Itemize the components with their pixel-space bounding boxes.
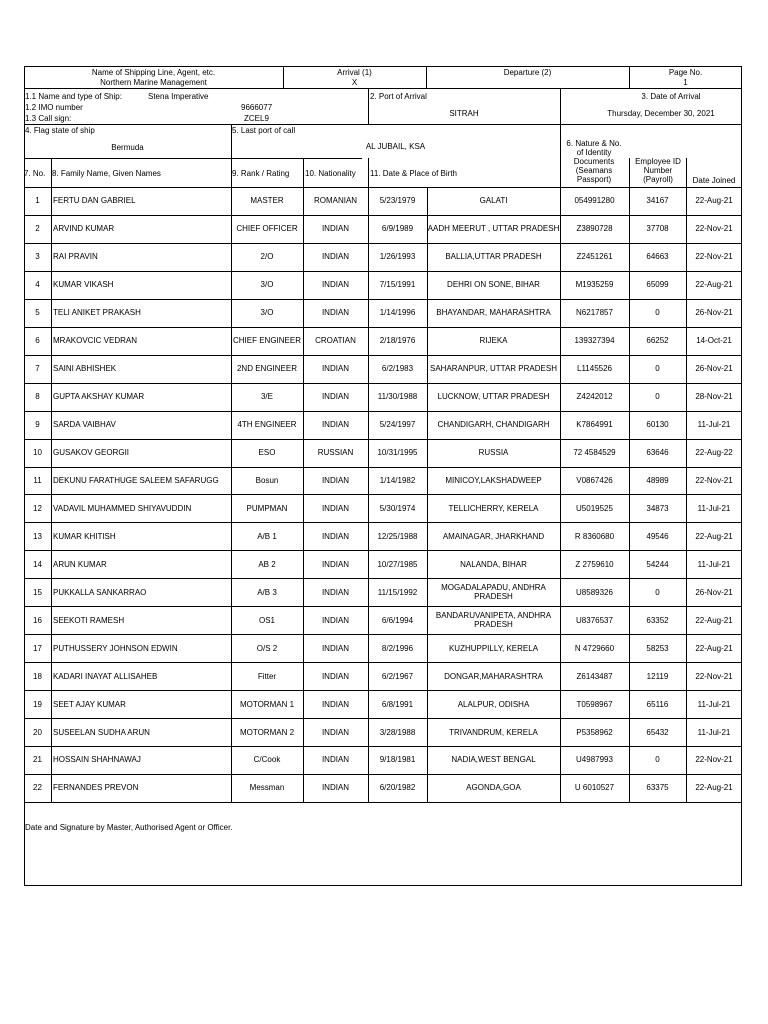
crew-employee-id: 66252 — [646, 336, 669, 346]
crew-no: 16 — [33, 615, 42, 625]
crew-place-of-birth: BANDARUVANIPETA, ANDHRA PRADESH — [435, 611, 552, 630]
crew-employee-id: 63352 — [646, 615, 669, 625]
col-header-birth: 11. Date & Place of Birth — [370, 169, 458, 178]
crew-document-no: M1935259 — [575, 280, 614, 290]
crew-place-of-birth: TRIVANDRUM, KERELA — [449, 727, 538, 737]
crew-name: FERTU DAN GABRIEL — [53, 196, 136, 206]
date-of-arrival-value: Thursday, December 30, 2021 — [607, 109, 715, 118]
crew-nationality: INDIAN — [321, 420, 350, 430]
header-divider — [24, 88, 742, 89]
crew-rank: OS1 — [258, 615, 275, 625]
crew-employee-id: 0 — [655, 364, 660, 374]
crew-name: KADARI INAYAT ALLISAHEB — [53, 671, 158, 681]
crew-document-no: N 4729660 — [574, 643, 615, 653]
crew-employee-id: 63375 — [646, 783, 669, 793]
crew-date-joined: 22-Aug-21 — [695, 196, 733, 206]
crew-date-joined: 22-Aug-22 — [695, 448, 733, 458]
crew-date-of-birth: 11/30/1988 — [377, 392, 418, 402]
crew-document-no: Z4242012 — [576, 392, 613, 402]
crew-date-of-birth: 5/30/1974 — [379, 503, 416, 513]
crew-name: ARVIND KUMAR — [53, 224, 115, 234]
crew-place-of-birth: DONGAR,MAHARASHTRA — [444, 671, 543, 681]
crew-document-no: U5019525 — [576, 503, 613, 513]
crew-rank: 3/O — [260, 308, 274, 318]
crew-nationality: INDIAN — [321, 755, 350, 765]
crew-employee-id: 0 — [655, 308, 660, 318]
crew-name: FERNANDES PREVON — [53, 783, 139, 793]
crew-name: GUPTA AKSHAY KUMAR — [53, 392, 145, 402]
column-divider — [686, 158, 687, 188]
crew-document-no: 054991280 — [574, 196, 615, 206]
crew-nationality: RUSSIAN — [317, 448, 354, 458]
crew-date-of-birth: 2/18/1976 — [379, 336, 416, 346]
column-divider — [368, 187, 369, 802]
col-header-name: 8. Family Name, Given Names — [52, 169, 161, 178]
crew-date-joined: 22-Nov-21 — [695, 224, 733, 234]
crew-document-no: U 6010527 — [574, 783, 615, 793]
crew-document-no: Z3890728 — [576, 224, 613, 234]
crew-no: 6 — [35, 336, 40, 346]
crew-rank: C/Cook — [253, 755, 281, 765]
crew-date-joined: 22-Aug-21 — [695, 643, 733, 653]
crew-place-of-birth: ALALPUR, ODISHA — [457, 699, 530, 709]
crew-date-of-birth: 1/14/1996 — [379, 308, 416, 318]
crew-document-no: U4987993 — [576, 755, 613, 765]
crew-rank: A/B 3 — [257, 587, 277, 597]
crew-rank: Bosun — [255, 475, 279, 485]
crew-document-no: L1145526 — [577, 364, 612, 374]
last-port-label: 5. Last port of call — [232, 126, 296, 135]
crew-date-of-birth: 6/9/1989 — [381, 224, 414, 234]
column-divider — [231, 187, 232, 802]
crew-no: 22 — [33, 783, 42, 793]
column-divider — [560, 187, 561, 802]
signature-label: Date and Signature by Master, Authorised Agent or Officer. — [25, 823, 233, 832]
crew-document-no: K7864991 — [576, 420, 613, 430]
crew-document-no: 139327394 — [574, 336, 615, 346]
crew-nationality: INDIAN — [321, 531, 350, 541]
crew-date-joined: 14-Oct-21 — [696, 336, 732, 346]
column-divider — [51, 187, 52, 802]
crew-document-no: U8589326 — [576, 587, 613, 597]
crew-no: 1 — [35, 196, 40, 206]
crew-date-of-birth: 6/8/1991 — [381, 699, 414, 709]
identity-documents-header: 6. Nature & No. of Identity Documents (Seamans Passport) — [566, 139, 622, 184]
crew-rank: 2ND ENGINEER — [236, 364, 297, 374]
crew-rank: 3/O — [260, 280, 274, 290]
row-divider — [24, 802, 742, 803]
page-no-value: 1 — [683, 78, 688, 87]
arrival-label: Arrival (1) — [337, 68, 372, 77]
col-header-employee-id: Employee ID Number (Payroll) — [635, 157, 681, 184]
crew-rank: 2/O — [260, 252, 274, 262]
flag-state-label: 4. Flag state of ship — [25, 126, 95, 135]
crew-date-of-birth: 10/31/1995 — [377, 448, 418, 458]
crew-name: SEEKOTI RAMESH — [53, 615, 125, 625]
crew-document-no: P5358962 — [576, 727, 613, 737]
crew-no: 21 — [33, 755, 42, 765]
crew-no: 14 — [33, 559, 42, 569]
crew-employee-id: 0 — [655, 392, 660, 402]
header-divider — [560, 124, 561, 188]
crew-no: 17 — [33, 643, 42, 653]
crew-rank: A/B 1 — [257, 531, 277, 541]
crew-date-joined: 22-Aug-21 — [695, 783, 733, 793]
crew-nationality: INDIAN — [321, 280, 350, 290]
crew-place-of-birth: NALANDA, BIHAR — [460, 559, 527, 569]
crew-rank: CHIEF ENGINEER — [232, 336, 301, 346]
imo-value: 9666077 — [241, 103, 273, 112]
crew-place-of-birth: AMAINAGAR, JHARKHAND — [442, 531, 545, 541]
crew-date-of-birth: 1/14/1982 — [379, 475, 416, 485]
crew-nationality: INDIAN — [321, 503, 350, 513]
crew-place-of-birth: BALLIA,UTTAR PRADESH — [445, 252, 542, 262]
crew-name: SEET AJAY KUMAR — [53, 699, 126, 709]
port-of-arrival-value: SITRAH — [449, 109, 479, 118]
crew-no: 20 — [33, 727, 42, 737]
crew-date-of-birth: 7/15/1991 — [379, 280, 416, 290]
crew-employee-id: 54244 — [646, 559, 669, 569]
crew-no: 7 — [35, 364, 40, 374]
crew-place-of-birth: BHAYANDAR, MAHARASHTRA — [436, 308, 551, 318]
crew-name: RAI PRAVIN — [53, 252, 98, 262]
crew-nationality: INDIAN — [321, 559, 350, 569]
crew-nationality: INDIAN — [321, 364, 350, 374]
crew-place-of-birth: KUZHUPPILLY, KERELA — [448, 643, 539, 653]
shipping-line-value: Northern Marine Management — [100, 78, 207, 87]
flag-state-value: Bermuda — [111, 143, 144, 152]
crew-rank: 4TH ENGINEER — [237, 420, 297, 430]
col-header-no: 7. No. — [24, 169, 46, 178]
crew-date-joined: 26-Nov-21 — [695, 364, 733, 374]
crew-nationality: INDIAN — [321, 699, 350, 709]
header-divider — [368, 88, 369, 124]
crew-date-of-birth: 8/2/1996 — [381, 643, 414, 653]
crew-date-of-birth: 1/26/1993 — [379, 252, 416, 262]
crew-rank: O/S 2 — [256, 643, 278, 653]
crew-date-of-birth: 6/6/1994 — [381, 615, 414, 625]
crew-place-of-birth: NADIA,WEST BENGAL — [451, 755, 536, 765]
crew-employee-id: 34167 — [646, 196, 669, 206]
column-divider — [427, 187, 428, 802]
crew-employee-id: 60130 — [646, 420, 669, 430]
crew-rank: AB 2 — [258, 559, 276, 569]
column-divider — [368, 158, 369, 188]
crew-employee-id: 49546 — [646, 531, 669, 541]
crew-no: 13 — [33, 531, 42, 541]
crew-no: 18 — [33, 671, 42, 681]
crew-no: 10 — [33, 448, 42, 458]
crew-name: ARUN KUMAR — [53, 559, 107, 569]
crew-rank: MOTORMAN 2 — [239, 727, 295, 737]
ship-name-value: Stena Imperative — [148, 92, 209, 101]
crew-no: 15 — [33, 587, 42, 597]
call-sign-value: ZCEL9 — [244, 114, 269, 123]
crew-rank: MOTORMAN 1 — [239, 699, 295, 709]
crew-employee-id: 0 — [655, 755, 660, 765]
column-divider — [629, 158, 630, 188]
crew-name: KUMAR VIKASH — [53, 280, 114, 290]
crew-place-of-birth: AGONDA,GOA — [466, 783, 521, 793]
crew-place-of-birth: TELLICHERRY, KERELA — [448, 503, 539, 513]
port-of-arrival-label: 2. Port of Arrival — [370, 92, 427, 101]
crew-name: SARDA VAIBHAV — [53, 420, 116, 430]
crew-date-joined: 11-Jul-21 — [697, 420, 731, 430]
crew-place-of-birth: GALATI — [479, 196, 508, 206]
crew-nationality: INDIAN — [321, 783, 350, 793]
crew-employee-id: 65116 — [646, 699, 669, 709]
crew-rank: CHIEF OFFICER — [236, 224, 298, 234]
col-header-nationality: 10. Nationality — [305, 169, 356, 178]
crew-no: 11 — [33, 475, 42, 485]
crew-no: 12 — [33, 503, 42, 513]
crew-name: DEKUNU FARATHUGE SALEEM SAFARUGG — [53, 475, 219, 485]
crew-document-no: T0598967 — [576, 699, 613, 709]
crew-employee-id: 0 — [655, 587, 660, 597]
crew-rank: PUMPMAN — [246, 503, 288, 513]
crew-date-joined: 22-Aug-21 — [695, 615, 733, 625]
crew-nationality: INDIAN — [321, 671, 350, 681]
crew-no: 2 — [35, 224, 40, 234]
crew-document-no: N6217857 — [576, 308, 613, 318]
imo-label: 1.2 IMO number — [25, 103, 83, 112]
crew-no: 8 — [35, 392, 40, 402]
crew-rank: Messman — [249, 783, 285, 793]
crew-name: SUSEELAN SUDHA ARUN — [53, 727, 150, 737]
crew-employee-id: 48989 — [646, 475, 669, 485]
crew-date-joined: 11-Jul-21 — [697, 699, 731, 709]
departure-label: Departure (2) — [503, 68, 552, 77]
crew-employee-id: 63646 — [646, 448, 669, 458]
column-divider — [686, 187, 687, 802]
crew-place-of-birth: CHANDIGARH, CHANDIGARH — [437, 420, 550, 430]
crew-name: PUTHUSSERY JOHNSON EDWIN — [53, 643, 178, 653]
crew-nationality: INDIAN — [321, 587, 350, 597]
crew-nationality: INDIAN — [321, 615, 350, 625]
column-divider — [303, 158, 304, 188]
crew-date-of-birth: 9/18/1981 — [379, 755, 416, 765]
crew-date-joined: 28-Nov-21 — [695, 392, 733, 402]
crew-nationality: INDIAN — [321, 392, 350, 402]
crew-date-joined: 22-Nov-21 — [695, 475, 733, 485]
crew-date-joined: 11-Jul-21 — [697, 559, 731, 569]
crew-place-of-birth: DEHRI ON SONE, BIHAR — [447, 280, 540, 290]
crew-employee-id: 65432 — [646, 727, 669, 737]
crew-date-of-birth: 5/23/1979 — [379, 196, 416, 206]
crew-no: 4 — [35, 280, 40, 290]
column-divider — [51, 158, 52, 188]
call-sign-label: 1.3 Call sign: — [25, 114, 72, 123]
crew-document-no: Z 2759610 — [575, 559, 614, 569]
crew-nationality: INDIAN — [321, 308, 350, 318]
page-no-label: Page No. — [668, 68, 703, 77]
crew-date-of-birth: 6/2/1983 — [381, 364, 414, 374]
crew-date-joined: 26-Nov-21 — [695, 587, 733, 597]
crew-place-of-birth: MINICOY,LAKSHADWEEP — [445, 475, 542, 485]
crew-nationality: ROMANIAN — [313, 196, 358, 206]
crew-nationality: INDIAN — [321, 252, 350, 262]
crew-name: GUSAKOV GEORGII — [53, 448, 130, 458]
arrival-mark: X — [351, 78, 358, 87]
crew-date-joined: 22-Nov-21 — [695, 671, 733, 681]
crew-date-of-birth: 3/28/1988 — [379, 727, 416, 737]
crew-date-of-birth: 10/27/1985 — [377, 559, 418, 569]
crew-place-of-birth: RIJEKA — [479, 336, 508, 346]
header-divider — [24, 124, 742, 125]
crew-date-joined: 11-Jul-21 — [697, 727, 731, 737]
crew-place-of-birth: MOGADALAPADU, ANDHRA PRADESH — [441, 583, 546, 602]
crew-no: 3 — [35, 252, 40, 262]
crew-document-no: Z2451261 — [576, 252, 613, 262]
crew-place-of-birth: SAHARANPUR, UTTAR PRADESH — [430, 364, 557, 374]
crew-name: TELI ANIKET PRAKASH — [53, 308, 141, 318]
ship-name-label: 1.1 Name and type of Ship: — [25, 92, 122, 101]
crew-rank: ESO — [258, 448, 276, 458]
crew-date-joined: 22-Aug-21 — [695, 531, 733, 541]
crew-place-of-birth: AADH MEERUT , UTTAR PRADESH — [427, 224, 560, 234]
crew-employee-id: 65099 — [646, 280, 669, 290]
crew-date-of-birth: 6/20/1982 — [379, 783, 416, 793]
crew-employee-id: 37708 — [646, 224, 669, 234]
crew-employee-id: 12119 — [646, 671, 669, 681]
crew-rank: Fitter — [257, 671, 277, 681]
crew-name: KUMAR KHITISH — [53, 531, 116, 541]
crew-nationality: INDIAN — [321, 727, 350, 737]
date-of-arrival-label: 3. Date of Arrival — [641, 92, 701, 101]
crew-document-no: 72 4584529 — [573, 448, 616, 458]
crew-no: 19 — [33, 699, 42, 709]
crew-employee-id: 58253 — [646, 643, 669, 653]
crew-name: SAINI ABHISHEK — [53, 364, 117, 374]
crew-nationality: INDIAN — [321, 224, 350, 234]
crew-place-of-birth: LUCKNOW, UTTAR PRADESH — [437, 392, 550, 402]
crew-nationality: INDIAN — [321, 643, 350, 653]
crew-date-joined: 22-Nov-21 — [695, 252, 733, 262]
crew-date-joined: 11-Jul-21 — [697, 503, 731, 513]
crew-document-no: R 8360680 — [574, 531, 615, 541]
crew-name: VADAVIL MUHAMMED SHIYAVUDDIN — [53, 503, 192, 513]
crew-nationality: CROATIAN — [315, 336, 356, 346]
crew-name: PUKKALLA SANKARRAO — [53, 587, 147, 597]
crew-rank: 3/E — [260, 392, 273, 402]
crew-date-of-birth: 12/25/1988 — [377, 531, 418, 541]
shipping-line-label: Name of Shipping Line, Agent, etc. — [91, 68, 216, 77]
crew-name: MRAKOVCIC VEDRAN — [53, 336, 138, 346]
crew-date-of-birth: 6/2/1967 — [381, 671, 414, 681]
crew-date-of-birth: 5/24/1997 — [379, 420, 416, 430]
crew-document-no: V0867426 — [576, 475, 613, 485]
crew-document-no: U8376537 — [576, 615, 613, 625]
crew-no: 5 — [35, 308, 40, 318]
crew-document-no: Z6143487 — [576, 671, 613, 681]
col-header-rank: 9. Rank / Rating — [232, 169, 290, 178]
column-divider — [303, 187, 304, 802]
col-header-date-joined: Date Joined — [692, 176, 736, 185]
crew-employee-id: 34873 — [646, 503, 669, 513]
last-port-value: AL JUBAIL, KSA — [365, 142, 426, 151]
column-divider — [629, 187, 630, 802]
crew-place-of-birth: RUSSIA — [478, 448, 509, 458]
crew-nationality: INDIAN — [321, 475, 350, 485]
crew-date-joined: 22-Nov-21 — [695, 755, 733, 765]
crew-name: HOSSAIN SHAHNAWAJ — [53, 755, 141, 765]
header-divider — [24, 158, 362, 159]
crew-date-joined: 26-Nov-21 — [695, 308, 733, 318]
crew-date-joined: 22-Aug-21 — [695, 280, 733, 290]
crew-no: 9 — [35, 420, 40, 430]
crew-rank: MASTER — [250, 196, 284, 206]
crew-employee-id: 64663 — [646, 252, 669, 262]
crew-date-of-birth: 11/15/1992 — [377, 587, 418, 597]
